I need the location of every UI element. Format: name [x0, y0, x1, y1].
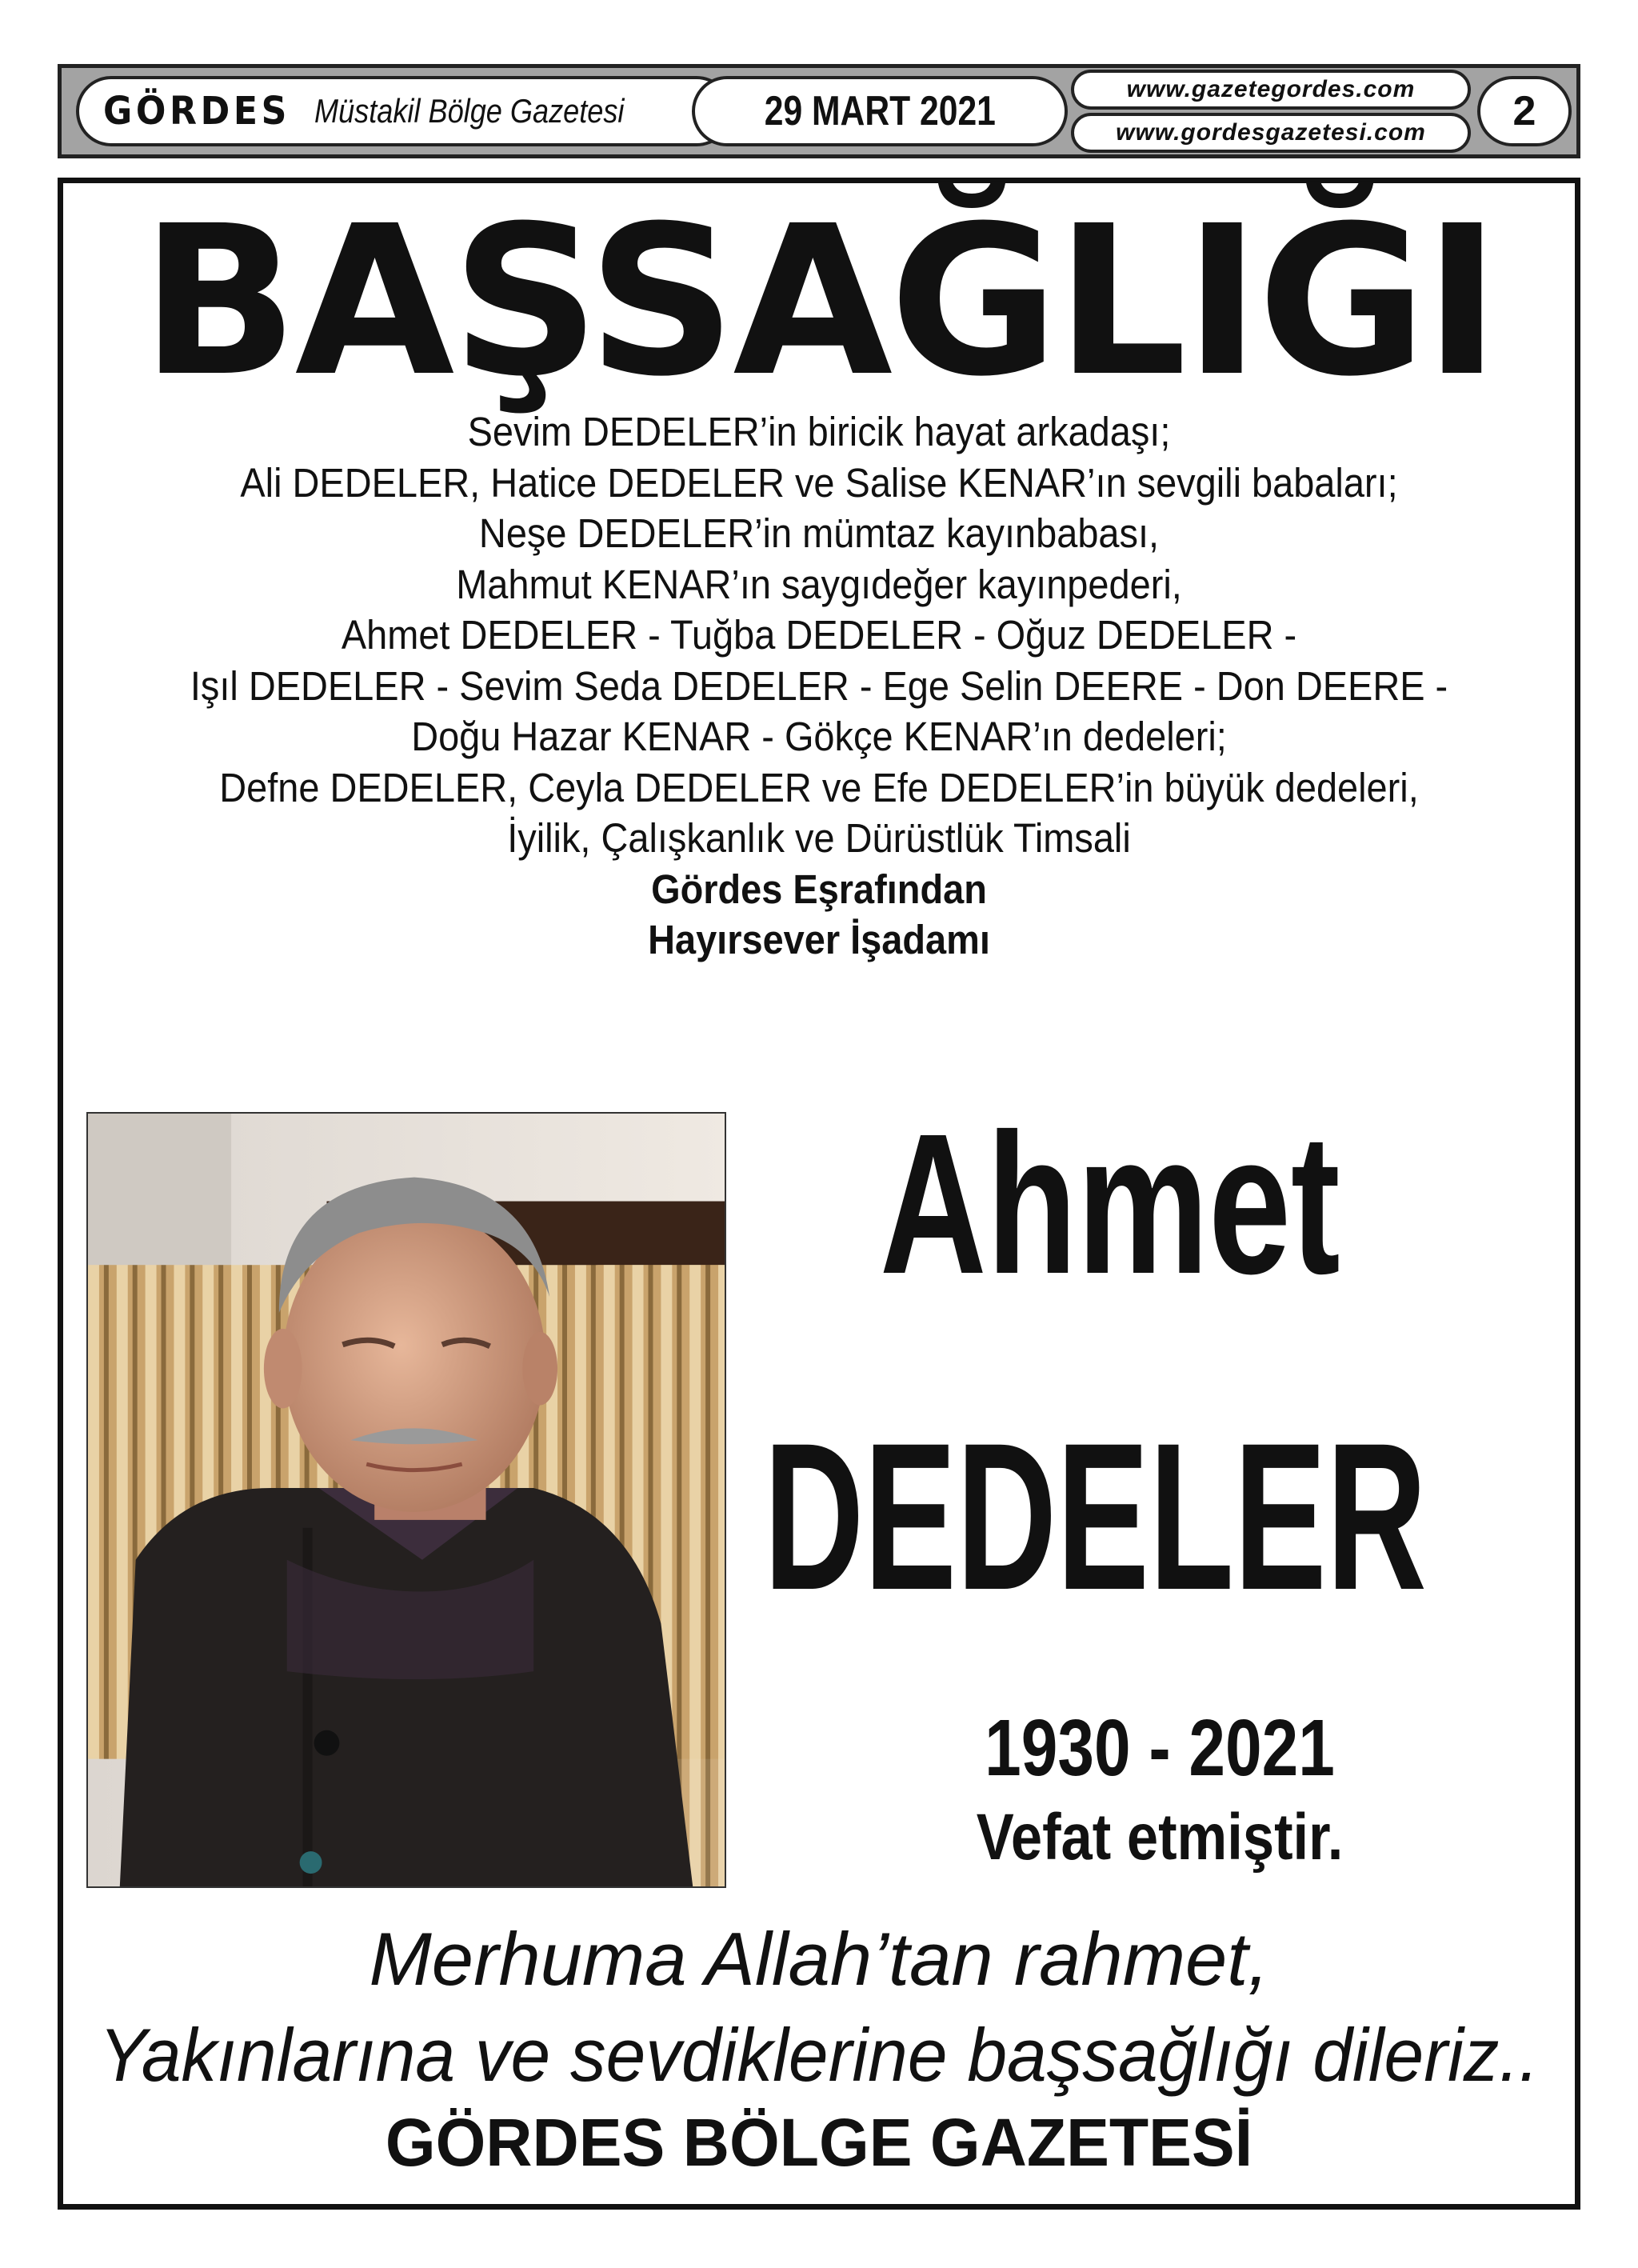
website-link-1[interactable]: [1071, 70, 1471, 110]
notice-text-block: [72, 406, 1566, 966]
death-status: Vefat etmiştir.: [976, 1801, 1344, 1874]
life-years: 1930 - 2021: [985, 1703, 1335, 1793]
newspaper-name: GÖRDES: [103, 89, 291, 134]
page-number: [1477, 76, 1572, 146]
notice-line: Ahmet DEDELER - Tuğba DEDELER - Oğuz DEDELER -: [341, 612, 1297, 658]
notice-line: Neşe DEDELER’in mümtaz kayınbabası,: [478, 510, 1160, 556]
page-number-text: 2: [1512, 88, 1536, 134]
notice-line: Sevim DEDELER’in biricik hayat arkadaşı;: [467, 409, 1171, 454]
portrait-photo: [86, 1112, 726, 1888]
portrait-illustration: [88, 1114, 725, 1886]
deceased-last-name: DEDELER: [764, 1399, 1427, 1634]
condolence-line-1: Merhuma Allah’tan rahmet,: [369, 1917, 1269, 2001]
website-link-2[interactable]: [1071, 113, 1471, 153]
deceased-first-name: Ahmet: [880, 1092, 1340, 1315]
notice-bold-line: Hayırsever İşadamı: [648, 917, 990, 962]
notice-line: Doğu Hazar KENAR - Gökçe KENAR’ın dedeleri;: [411, 714, 1227, 759]
notice-line: İyilik, Çalışkanlık ve Dürüstlük Timsali: [507, 815, 1131, 861]
notice-line: Işıl DEDELER - Sevim Seda DEDELER - Ege Selin DEERE - Don DEERE -: [190, 662, 1448, 709]
issue-date: [692, 76, 1068, 146]
issue-date-text: 29 MART 2021: [764, 88, 996, 134]
condolence-line-2: Yakınlarına ve sevdiklerine başsağlığı dileriz..: [98, 2013, 1540, 2097]
notice-bold-line: Gördes Eşrafından: [651, 866, 987, 912]
website-2-text: www.gordesgazetesi.com: [1116, 119, 1426, 146]
newspaper-signature: GÖRDES BÖLGE GAZETESİ: [385, 2105, 1253, 2180]
newspaper-subtitle: Müstakil Bölge Gazetesi: [314, 92, 625, 130]
notice-line: Mahmut KENAR’ın saygıdeğer kayınpederi,: [456, 561, 1182, 607]
website-1-text: www.gazetegordes.com: [1126, 76, 1416, 102]
notice-title: BAŞSAĞLIĞI: [141, 182, 1497, 422]
notice-line: Ali DEDELER, Hatice DEDELER ve Salise KENAR’ın sevgili babaları;: [240, 459, 1398, 506]
masthead: [58, 64, 1580, 158]
brand-pill: [76, 76, 732, 146]
notice-line: Defne DEDELER, Ceyla DEDELER ve Efe DEDELER’in büyük dedeleri,: [219, 764, 1419, 810]
